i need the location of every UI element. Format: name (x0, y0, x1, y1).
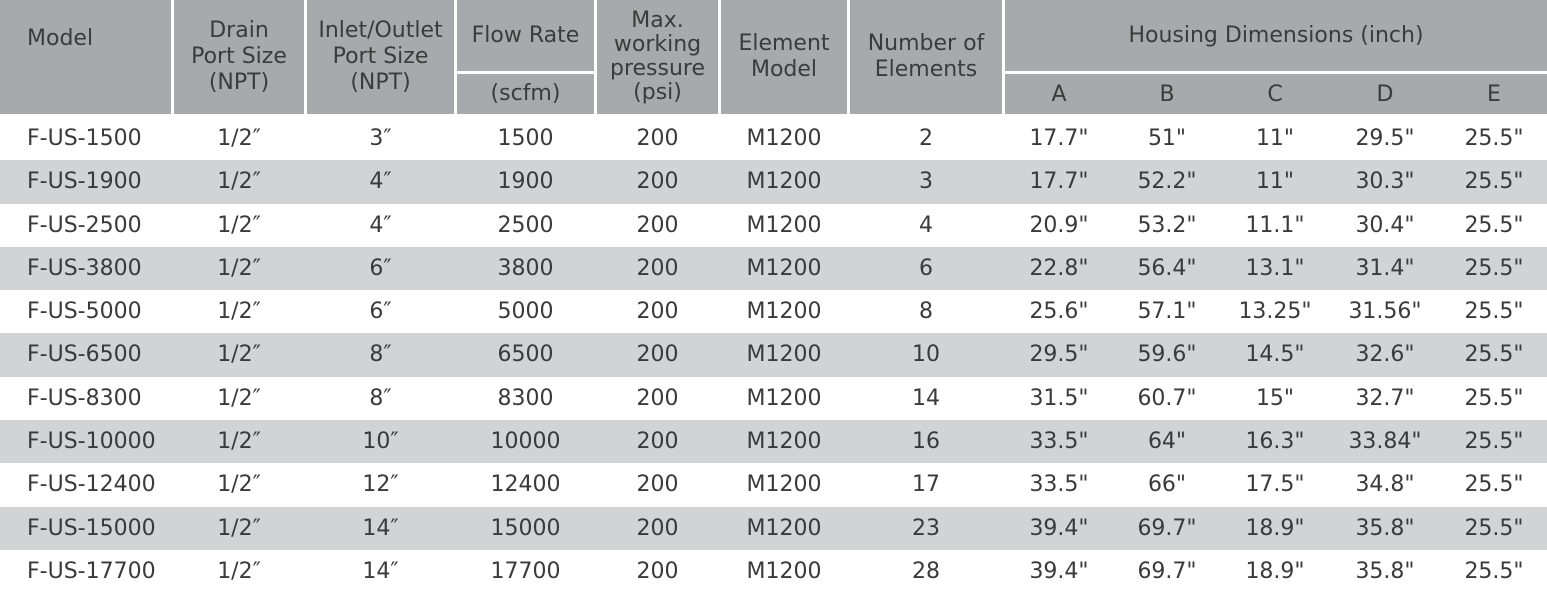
cell-flow-rate: 6500 (497, 342, 554, 368)
header-num-line1: Number of (867, 31, 985, 56)
cell-dim-a: 39.4" (1029, 558, 1089, 584)
cell-drain-port: 1/2″ (217, 299, 261, 325)
cell-dim-e: 25.5" (1464, 558, 1524, 584)
header-num-line2: Elements (874, 57, 978, 82)
header-pressure-line4: (psi) (633, 80, 682, 105)
cell-dim-c: 11" (1255, 169, 1295, 195)
header-inlet-outlet (307, 0, 454, 114)
cell-element-model: M1200 (746, 299, 822, 325)
cell-dim-a: 33.5" (1029, 429, 1089, 455)
cell-pressure: 200 (636, 212, 679, 238)
header-element-line2: Model (750, 57, 818, 82)
cell-element-model: M1200 (746, 558, 822, 584)
cell-pressure: 200 (636, 299, 679, 325)
header-model-label: Model (27, 26, 94, 51)
cell-dim-c: 16.3" (1245, 429, 1305, 455)
header-pressure-line1: Max. (631, 8, 684, 33)
cell-dim-c: 11.1" (1245, 212, 1305, 238)
header-dim-b: B (1159, 82, 1175, 107)
cell-element-model: M1200 (746, 126, 822, 151)
cell-inlet-outlet: 8″ (369, 342, 392, 368)
cell-inlet-outlet: 14″ (362, 558, 399, 584)
cell-dim-d: 32.6" (1355, 342, 1415, 368)
cell-dim-b: 60.7" (1137, 385, 1197, 411)
header-dims-row (1005, 74, 1547, 114)
cell-drain-port: 1/2″ (217, 212, 261, 238)
cell-inlet-outlet: 6″ (369, 255, 392, 281)
table-header (0, 0, 1547, 114)
cell-num-elements: 28 (912, 558, 940, 584)
cell-num-elements: 6 (919, 255, 933, 281)
cell-inlet-outlet: 10″ (362, 429, 399, 455)
cell-element-model: M1200 (746, 385, 822, 411)
cell-num-elements: 3 (919, 169, 933, 195)
cell-model: F-US-2500 (27, 212, 142, 238)
cell-dim-d: 29.5" (1355, 126, 1415, 151)
cell-num-elements: 2 (919, 126, 933, 151)
cell-dim-a: 17.7" (1029, 169, 1089, 195)
cell-inlet-outlet: 3″ (369, 126, 392, 151)
cell-drain-port: 1/2″ (217, 126, 261, 151)
table-row (0, 420, 1547, 463)
cell-pressure: 200 (636, 342, 679, 368)
cell-model: F-US-10000 (27, 429, 156, 455)
cell-drain-port: 1/2″ (217, 255, 261, 281)
header-flow-rate-label: Flow Rate (471, 22, 580, 48)
cell-num-elements: 10 (912, 342, 940, 368)
cell-dim-e: 25.5" (1464, 255, 1524, 281)
cell-inlet-outlet: 4″ (369, 169, 392, 195)
cell-element-model: M1200 (746, 429, 822, 455)
cell-flow-rate: 1900 (497, 169, 554, 195)
cell-dim-a: 17.7" (1029, 126, 1089, 151)
cell-model: F-US-6500 (27, 342, 142, 368)
cell-element-model: M1200 (746, 472, 822, 498)
cell-dim-b: 56.4" (1137, 255, 1197, 281)
cell-pressure: 200 (636, 169, 679, 195)
table-body (0, 117, 1547, 593)
header-drain-line3: (NPT) (208, 70, 270, 95)
cell-dim-e: 25.5" (1464, 126, 1524, 151)
header-num-elements (850, 0, 1002, 114)
cell-dim-a: 31.5" (1029, 385, 1089, 411)
table-row (0, 290, 1547, 333)
header-housing-dimensions (1005, 0, 1547, 71)
cell-pressure: 200 (636, 255, 679, 281)
cell-pressure: 200 (636, 472, 679, 498)
cell-dim-d: 35.8" (1355, 515, 1415, 541)
cell-num-elements: 23 (912, 515, 940, 541)
table-row (0, 377, 1547, 420)
cell-drain-port: 1/2″ (217, 342, 261, 368)
cell-flow-rate: 15000 (490, 515, 561, 541)
cell-flow-rate: 1500 (497, 126, 554, 151)
cell-pressure: 200 (636, 385, 679, 411)
header-element-model (721, 0, 847, 114)
header-dim-c: C (1267, 82, 1283, 107)
cell-flow-rate: 2500 (497, 212, 554, 238)
cell-dim-b: 53.2" (1137, 212, 1197, 238)
cell-element-model: M1200 (746, 169, 822, 195)
cell-pressure: 200 (636, 515, 679, 541)
header-flow-unit-label: (scfm) (490, 81, 561, 106)
cell-element-model: M1200 (746, 212, 822, 238)
cell-dim-e: 25.5" (1464, 429, 1524, 455)
cell-drain-port: 1/2″ (217, 385, 261, 411)
cell-dim-c: 14.5" (1245, 342, 1305, 368)
cell-inlet-outlet: 8″ (369, 385, 392, 411)
cell-dim-b: 69.7" (1137, 515, 1197, 541)
header-housing-label: Housing Dimensions (inch) (1128, 22, 1424, 48)
cell-inlet-outlet: 4″ (369, 212, 392, 238)
header-pressure-line3: pressure (609, 56, 706, 81)
cell-dim-d: 32.7" (1355, 385, 1415, 411)
cell-flow-rate: 12400 (490, 472, 561, 498)
cell-pressure: 200 (636, 558, 679, 584)
cell-dim-a: 33.5" (1029, 472, 1089, 498)
cell-flow-rate: 5000 (497, 299, 554, 325)
cell-element-model: M1200 (746, 255, 822, 281)
cell-pressure: 200 (636, 429, 679, 455)
table-row (0, 117, 1547, 160)
cell-dim-a: 25.6" (1029, 299, 1089, 325)
cell-drain-port: 1/2″ (217, 429, 261, 455)
cell-dim-c: 18.9" (1245, 558, 1305, 584)
cell-element-model: M1200 (746, 342, 822, 368)
cell-dim-b: 64" (1147, 429, 1187, 455)
table-row (0, 550, 1547, 593)
header-dim-d: D (1376, 82, 1394, 107)
header-drain-line2: Port Size (191, 44, 287, 69)
cell-dim-c: 17.5" (1245, 472, 1305, 498)
cell-model: F-US-1900 (27, 169, 142, 195)
header-inlet-line2: Port Size (332, 44, 429, 69)
cell-model: F-US-1500 (27, 126, 142, 151)
cell-dim-d: 30.3" (1355, 169, 1415, 195)
header-dim-e: E (1487, 82, 1501, 107)
cell-dim-d: 34.8" (1355, 472, 1415, 498)
table-row (0, 463, 1547, 506)
header-inlet-line1: Inlet/Outlet (318, 18, 443, 43)
cell-dim-d: 31.4" (1355, 255, 1415, 281)
cell-model: F-US-5000 (27, 299, 142, 325)
cell-dim-b: 59.6" (1137, 342, 1197, 368)
header-inlet-line3: (NPT) (350, 70, 411, 95)
cell-model: F-US-3800 (27, 255, 142, 281)
cell-flow-rate: 17700 (490, 558, 561, 584)
cell-drain-port: 1/2″ (217, 558, 261, 584)
cell-drain-port: 1/2″ (217, 169, 261, 195)
cell-inlet-outlet: 6″ (369, 299, 392, 325)
cell-dim-a: 39.4" (1029, 515, 1089, 541)
header-dim-a: A (1051, 82, 1067, 107)
cell-num-elements: 16 (912, 429, 940, 455)
table-row (0, 204, 1547, 247)
cell-dim-d: 33.84" (1348, 429, 1422, 455)
cell-num-elements: 8 (919, 299, 933, 325)
table-row (0, 507, 1547, 550)
cell-drain-port: 1/2″ (217, 472, 261, 498)
cell-dim-b: 66" (1147, 472, 1187, 498)
cell-dim-c: 18.9" (1245, 515, 1305, 541)
cell-dim-c: 13.25" (1238, 299, 1312, 325)
header-drain-line1: Drain (209, 18, 269, 43)
cell-dim-a: 20.9" (1029, 212, 1089, 238)
cell-pressure: 200 (636, 126, 679, 151)
cell-dim-b: 57.1" (1137, 299, 1197, 325)
cell-drain-port: 1/2″ (217, 515, 261, 541)
cell-model: F-US-17700 (27, 558, 156, 584)
cell-dim-e: 25.5" (1464, 342, 1524, 368)
header-flow-rate-unit (457, 74, 594, 114)
header-pressure-line2: working (613, 32, 702, 57)
cell-dim-a: 29.5" (1029, 342, 1089, 368)
cell-model: F-US-12400 (27, 472, 156, 498)
cell-dim-d: 35.8" (1355, 558, 1415, 584)
header-drain-port (174, 0, 304, 114)
header-model (0, 0, 171, 114)
cell-dim-d: 30.4" (1355, 212, 1415, 238)
cell-dim-e: 25.5" (1464, 299, 1524, 325)
cell-dim-e: 25.5" (1464, 472, 1524, 498)
table-row (0, 160, 1547, 203)
cell-num-elements: 17 (912, 472, 940, 498)
cell-dim-e: 25.5" (1464, 385, 1524, 411)
cell-dim-a: 22.8" (1029, 255, 1089, 281)
cell-flow-rate: 3800 (497, 255, 554, 281)
cell-model: F-US-8300 (27, 385, 142, 411)
cell-num-elements: 14 (912, 385, 940, 411)
header-flow-rate (457, 0, 594, 71)
cell-dim-c: 15" (1255, 385, 1295, 411)
cell-dim-b: 51" (1147, 126, 1187, 151)
cell-dim-b: 69.7" (1137, 558, 1197, 584)
cell-dim-b: 52.2" (1137, 169, 1197, 195)
cell-dim-c: 13.1" (1245, 255, 1305, 281)
table-row (0, 247, 1547, 290)
cell-flow-rate: 10000 (490, 429, 561, 455)
cell-dim-c: 11" (1255, 126, 1295, 151)
cell-dim-d: 31.56" (1348, 299, 1422, 325)
header-max-pressure (597, 0, 718, 114)
header-element-line1: Element (738, 31, 830, 56)
cell-dim-e: 25.5" (1464, 515, 1524, 541)
cell-dim-e: 25.5" (1464, 212, 1524, 238)
cell-flow-rate: 8300 (497, 385, 554, 411)
cell-dim-e: 25.5" (1464, 169, 1524, 195)
cell-num-elements: 4 (919, 212, 933, 238)
cell-inlet-outlet: 14″ (362, 515, 399, 541)
cell-model: F-US-15000 (27, 515, 156, 541)
cell-inlet-outlet: 12″ (362, 472, 399, 498)
table-row (0, 333, 1547, 376)
cell-element-model: M1200 (746, 515, 822, 541)
